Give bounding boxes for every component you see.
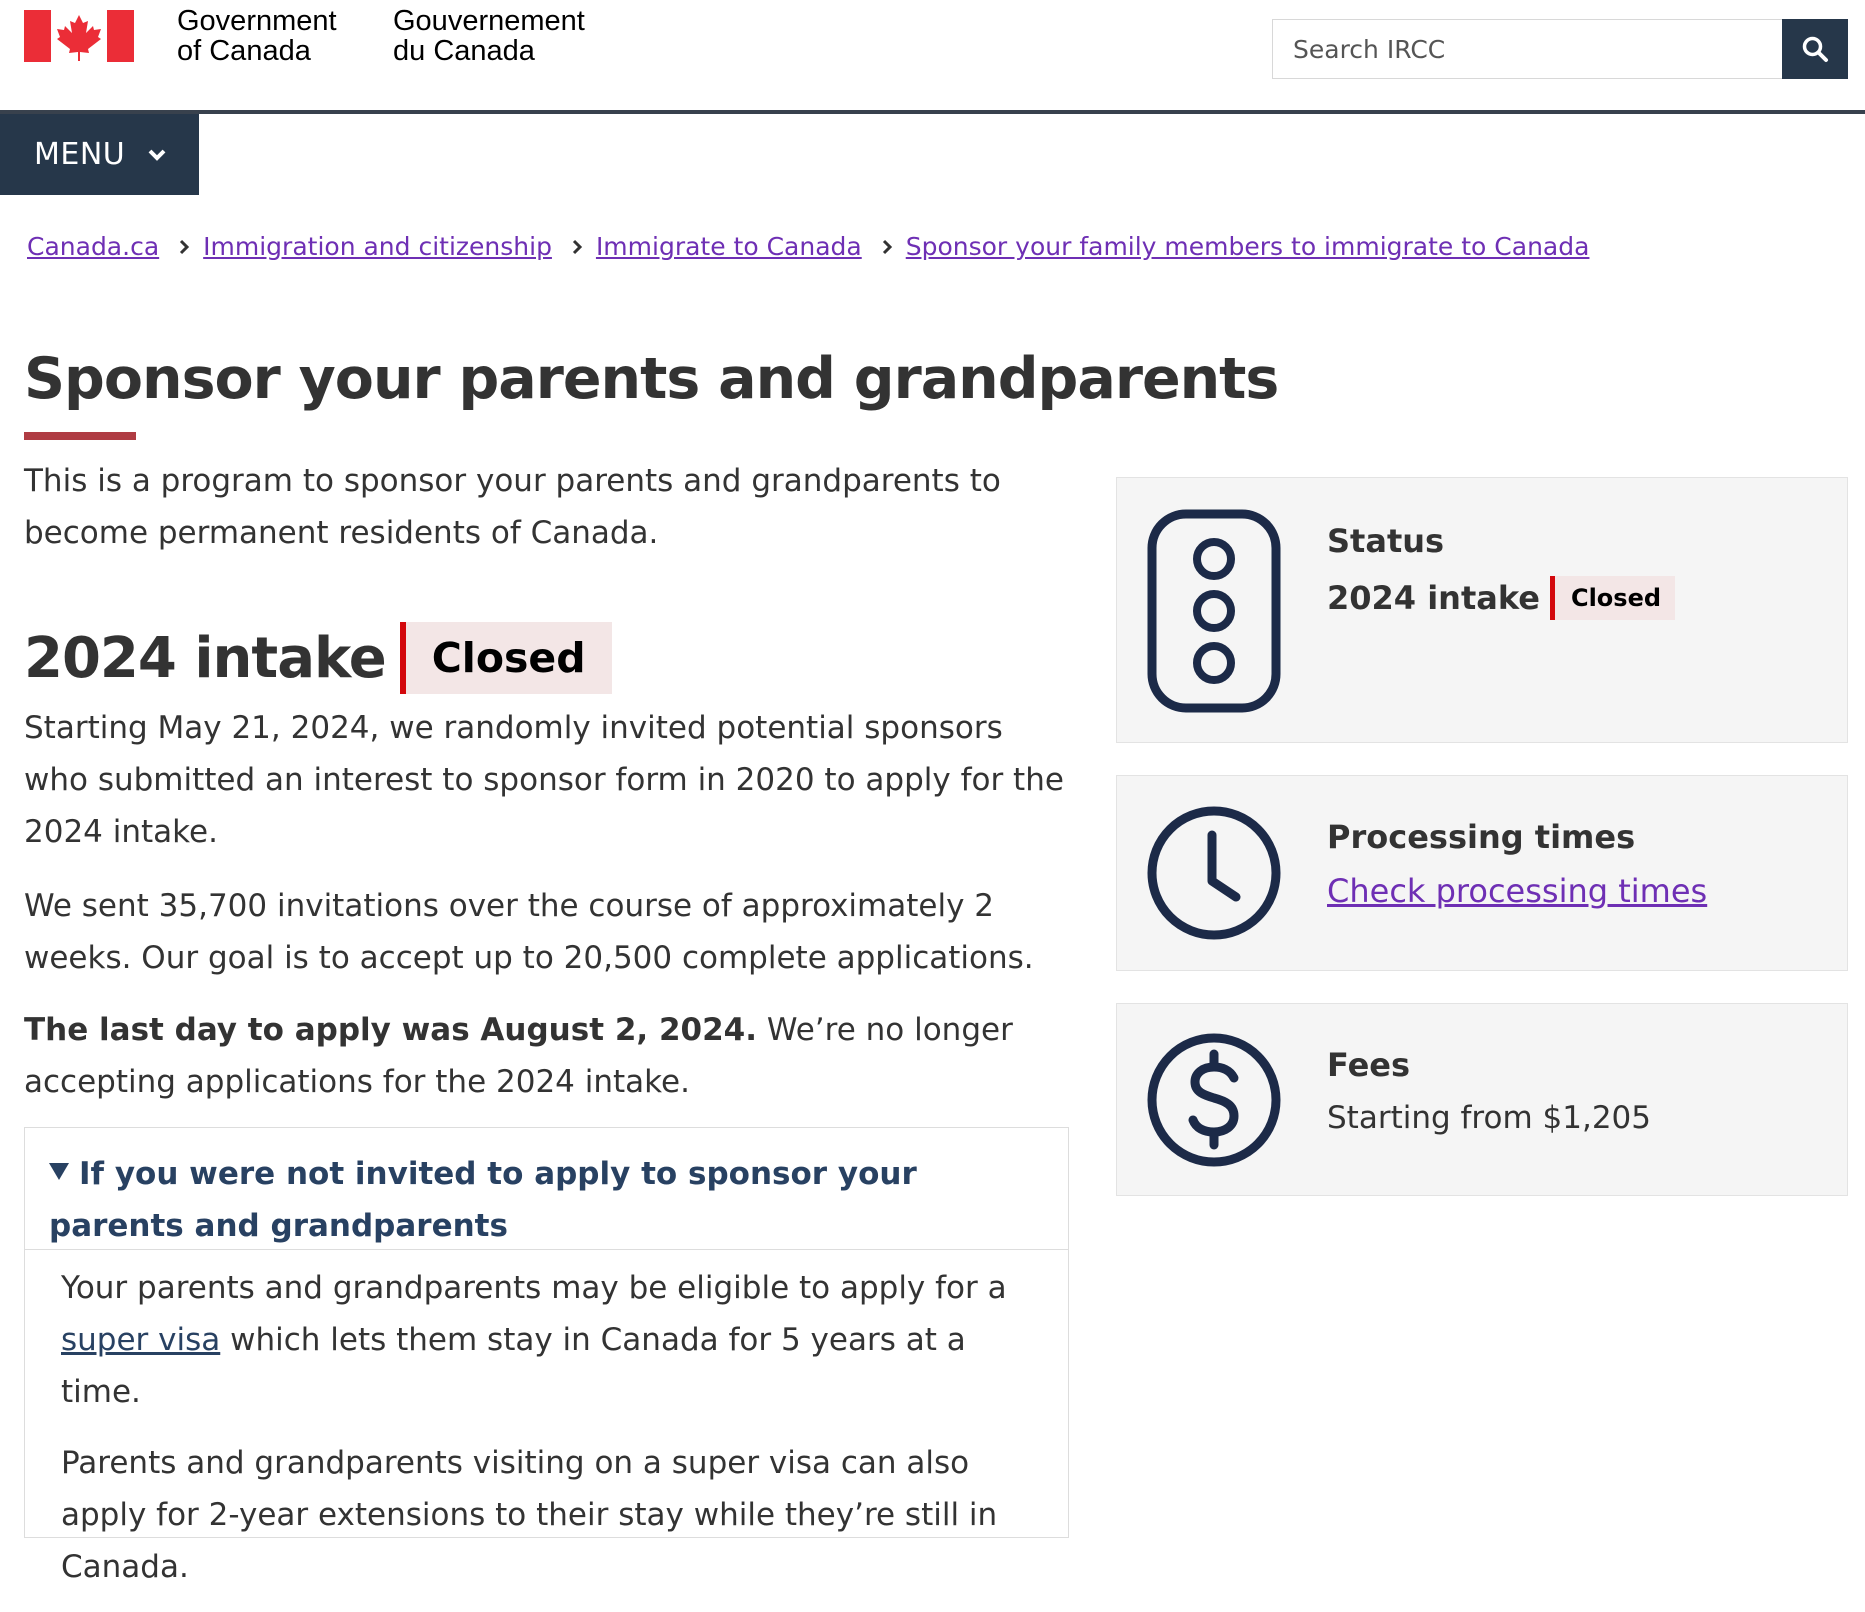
triangle-down-icon	[49, 1163, 69, 1180]
title-underline	[24, 432, 136, 440]
status-card	[1116, 477, 1848, 743]
fees-label: Fees	[1327, 1046, 1411, 1084]
page-title: Sponsor your parents and grandparents	[24, 346, 1279, 412]
signature-en-line2: of Canada	[177, 35, 311, 67]
super-visa-link[interactable]: super visa	[61, 1322, 221, 1358]
menu-button[interactable]	[0, 114, 199, 195]
details-summary-text: If you were not invited to apply to sponsor your parents and grandparents	[49, 1156, 917, 1244]
search-icon	[1801, 35, 1829, 63]
chevron-right-icon	[177, 238, 191, 256]
site-header	[0, 0, 1865, 114]
breadcrumb-link-canada[interactable]: Canada.ca	[27, 232, 160, 261]
status-label: Status	[1327, 522, 1445, 560]
traffic-light-icon	[1146, 508, 1282, 714]
signature-fr-line2: du Canada	[393, 35, 535, 67]
super-visa-after: which lets them stay in Canada for 5 years at a time.	[61, 1322, 966, 1410]
status-line	[1327, 576, 1675, 620]
chevron-right-icon	[880, 238, 894, 256]
status-badge-small: Closed	[1550, 576, 1675, 620]
breadcrumb-link-immigration[interactable]: Immigration and citizenship	[203, 232, 552, 261]
status-intake-text: 2024 intake	[1327, 579, 1540, 617]
check-processing-times-link[interactable]: Check processing times	[1327, 872, 1708, 910]
dollar-icon	[1146, 1032, 1282, 1168]
intro-text: This is a program to sponsor your parents and grandparents to become permanent residents of Canada.	[24, 463, 1001, 551]
intake-heading	[24, 622, 612, 694]
clock-icon	[1146, 805, 1282, 941]
processing-times-label: Processing times	[1327, 818, 1636, 856]
signature-en-line1: Government	[177, 5, 337, 37]
chevron-right-icon	[570, 238, 584, 256]
details-summary[interactable]	[25, 1128, 1068, 1250]
deadline-paragraph	[24, 1004, 1069, 1108]
not-invited-details	[24, 1127, 1069, 1585]
fees-value: Starting from $1,205	[1327, 1100, 1651, 1136]
canada-flag-icon[interactable]	[24, 10, 134, 62]
processing-times-card	[1116, 775, 1848, 971]
chevron-down-icon	[147, 148, 167, 162]
signature-fr-line1: Gouvernement	[393, 5, 585, 37]
invitation-paragraph: Starting May 21, 2024, we randomly invited potential sponsors who submitted an interest to sponsor form in 2020 to apply for the 2024 intake.	[24, 710, 1064, 850]
details-body	[61, 1262, 1051, 1612]
deadline-bold: The last day to apply was August 2, 2024.	[24, 1012, 758, 1048]
extension-paragraph: Parents and grandparents visiting on a super visa can also apply for 2-year extensions to their stay while they’re still in Canada.	[61, 1445, 998, 1585]
search-button[interactable]	[1782, 19, 1848, 79]
super-visa-paragraph	[61, 1262, 1051, 1418]
breadcrumb	[27, 232, 1589, 261]
invitations-count-paragraph: We sent 35,700 invitations over the course of approximately 2 weeks. Our goal is to accept up to 20,500 complete applications.	[24, 888, 1034, 976]
deadline-rest: We’re no longer accepting applications for the 2024 intake.	[24, 1012, 1013, 1100]
gouvernement-du-canada-signature[interactable]	[393, 6, 585, 66]
status-badge: Closed	[400, 622, 612, 694]
super-visa-before: Your parents and grandparents may be eligible to apply for a	[61, 1270, 1007, 1306]
search-input[interactable]	[1272, 19, 1784, 79]
breadcrumb-link-sponsor-family[interactable]: Sponsor your family members to immigrate to Canada	[905, 232, 1590, 261]
government-of-canada-signature[interactable]	[177, 6, 337, 66]
breadcrumb-link-immigrate[interactable]: Immigrate to Canada	[595, 232, 862, 261]
intake-heading-text: 2024 intake	[24, 625, 386, 691]
fees-card	[1116, 1003, 1848, 1196]
menu-label: MENU	[34, 137, 126, 172]
